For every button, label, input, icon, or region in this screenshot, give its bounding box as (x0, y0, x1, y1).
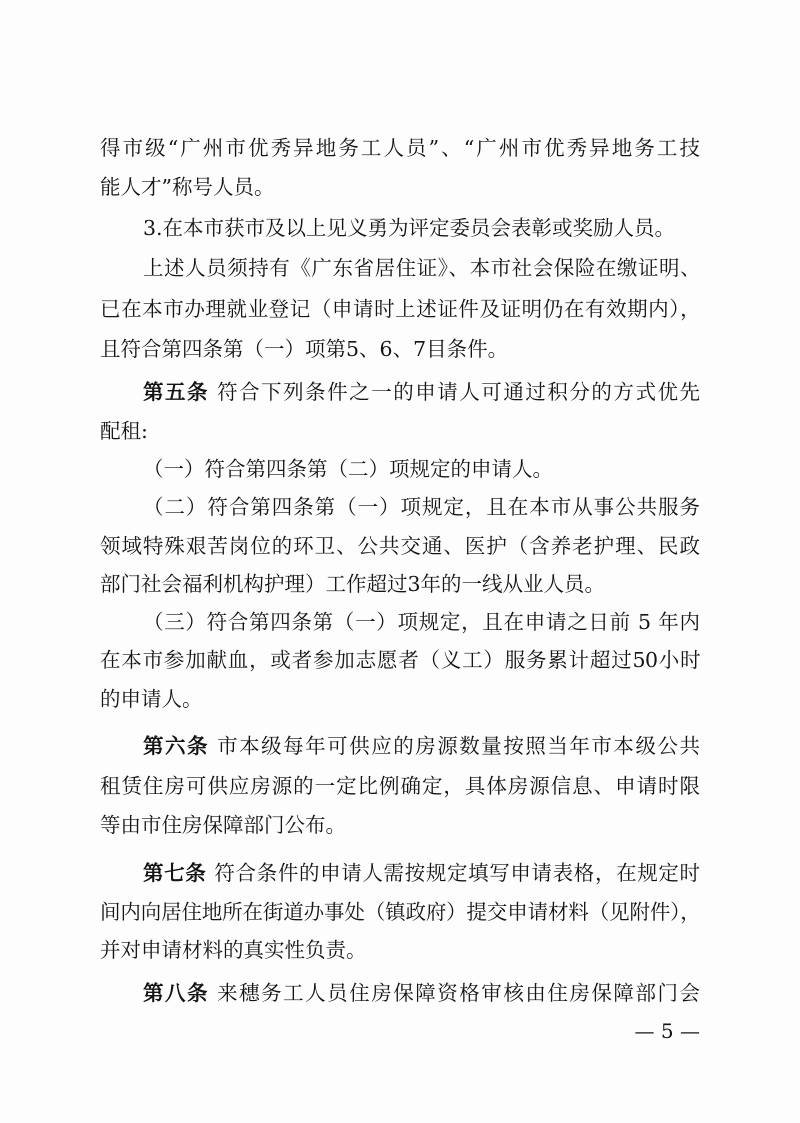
text-line: 等由市住房保障部门公布。 (100, 813, 346, 837)
article-label: 第五条 (143, 380, 210, 404)
text-line: 领域特殊艰苦岗位的环卫、公共交通、医护（含养老护理、民政 (100, 534, 700, 558)
text-line: 并对申请材料的真实性负责。 (100, 938, 367, 962)
text-line: 能人才”称号人员。 (100, 175, 275, 199)
text-line: （二）符合第四条第（一）项规定，且在本市从事公共服务 (143, 495, 700, 519)
text-line: 且符合第四条第（一）项第5、6、7目条件。 (100, 337, 509, 361)
text-line: 已在本市办理就业登记（申请时上述证件及证明仍在有效期内）， (100, 297, 700, 321)
article-line (143, 853, 700, 893)
article-label: 第八条 (143, 981, 210, 1005)
page-number: — 5 — (634, 1019, 700, 1043)
line-text: 符合下列条件之一的申请人可通过积分的方式优先 (217, 380, 700, 404)
article-line (143, 726, 700, 766)
line-text: 符合条件的申请人需按规定填写申请表格，在规定时 (214, 861, 701, 885)
line-text: 市本级每年可供应的房源数量按照当年市本级公共 (217, 734, 700, 758)
text-line: 间内向居住地所在街道办事处（镇政府）提交申请材料（见附件）， (100, 900, 700, 924)
text-line: 3.在本市获市及以上见义勇为评定委员会表彰或奖励人员。 (143, 216, 676, 240)
article-label: 第六条 (143, 734, 210, 758)
article-line (143, 973, 700, 1013)
text-line: 租赁住房可供应房源的一定比例确定，具体房源信息、申请时限 (100, 774, 700, 798)
text-line: 在本市参加献血，或者参加志愿者（义工）服务累计超过50小时 (100, 648, 700, 672)
text-line: （三）符合第四条第（一）项规定，且在申请之日前 5 年内 (143, 610, 700, 634)
text-line: 得市级“广州市优秀异地务工人员”、“广州市优秀异地务工技 (100, 136, 700, 160)
article-label: 第七条 (143, 861, 207, 885)
text-line: 配租: (100, 419, 148, 443)
line-text: 来穗务工人员住房保障资格审核由住房保障部门会 (217, 981, 700, 1005)
article-line (143, 372, 700, 412)
text-line: （一）符合第四条第（二）项规定的申请人。 (143, 457, 553, 481)
text-line: 部门社会福利机构护理）工作超过3年的一线从业人员。 (100, 572, 606, 596)
text-line: 的申请人。 (100, 687, 203, 711)
text-line: 上述人员须持有《广东省居住证》、本市社会保险在缴证明、 (143, 256, 700, 280)
